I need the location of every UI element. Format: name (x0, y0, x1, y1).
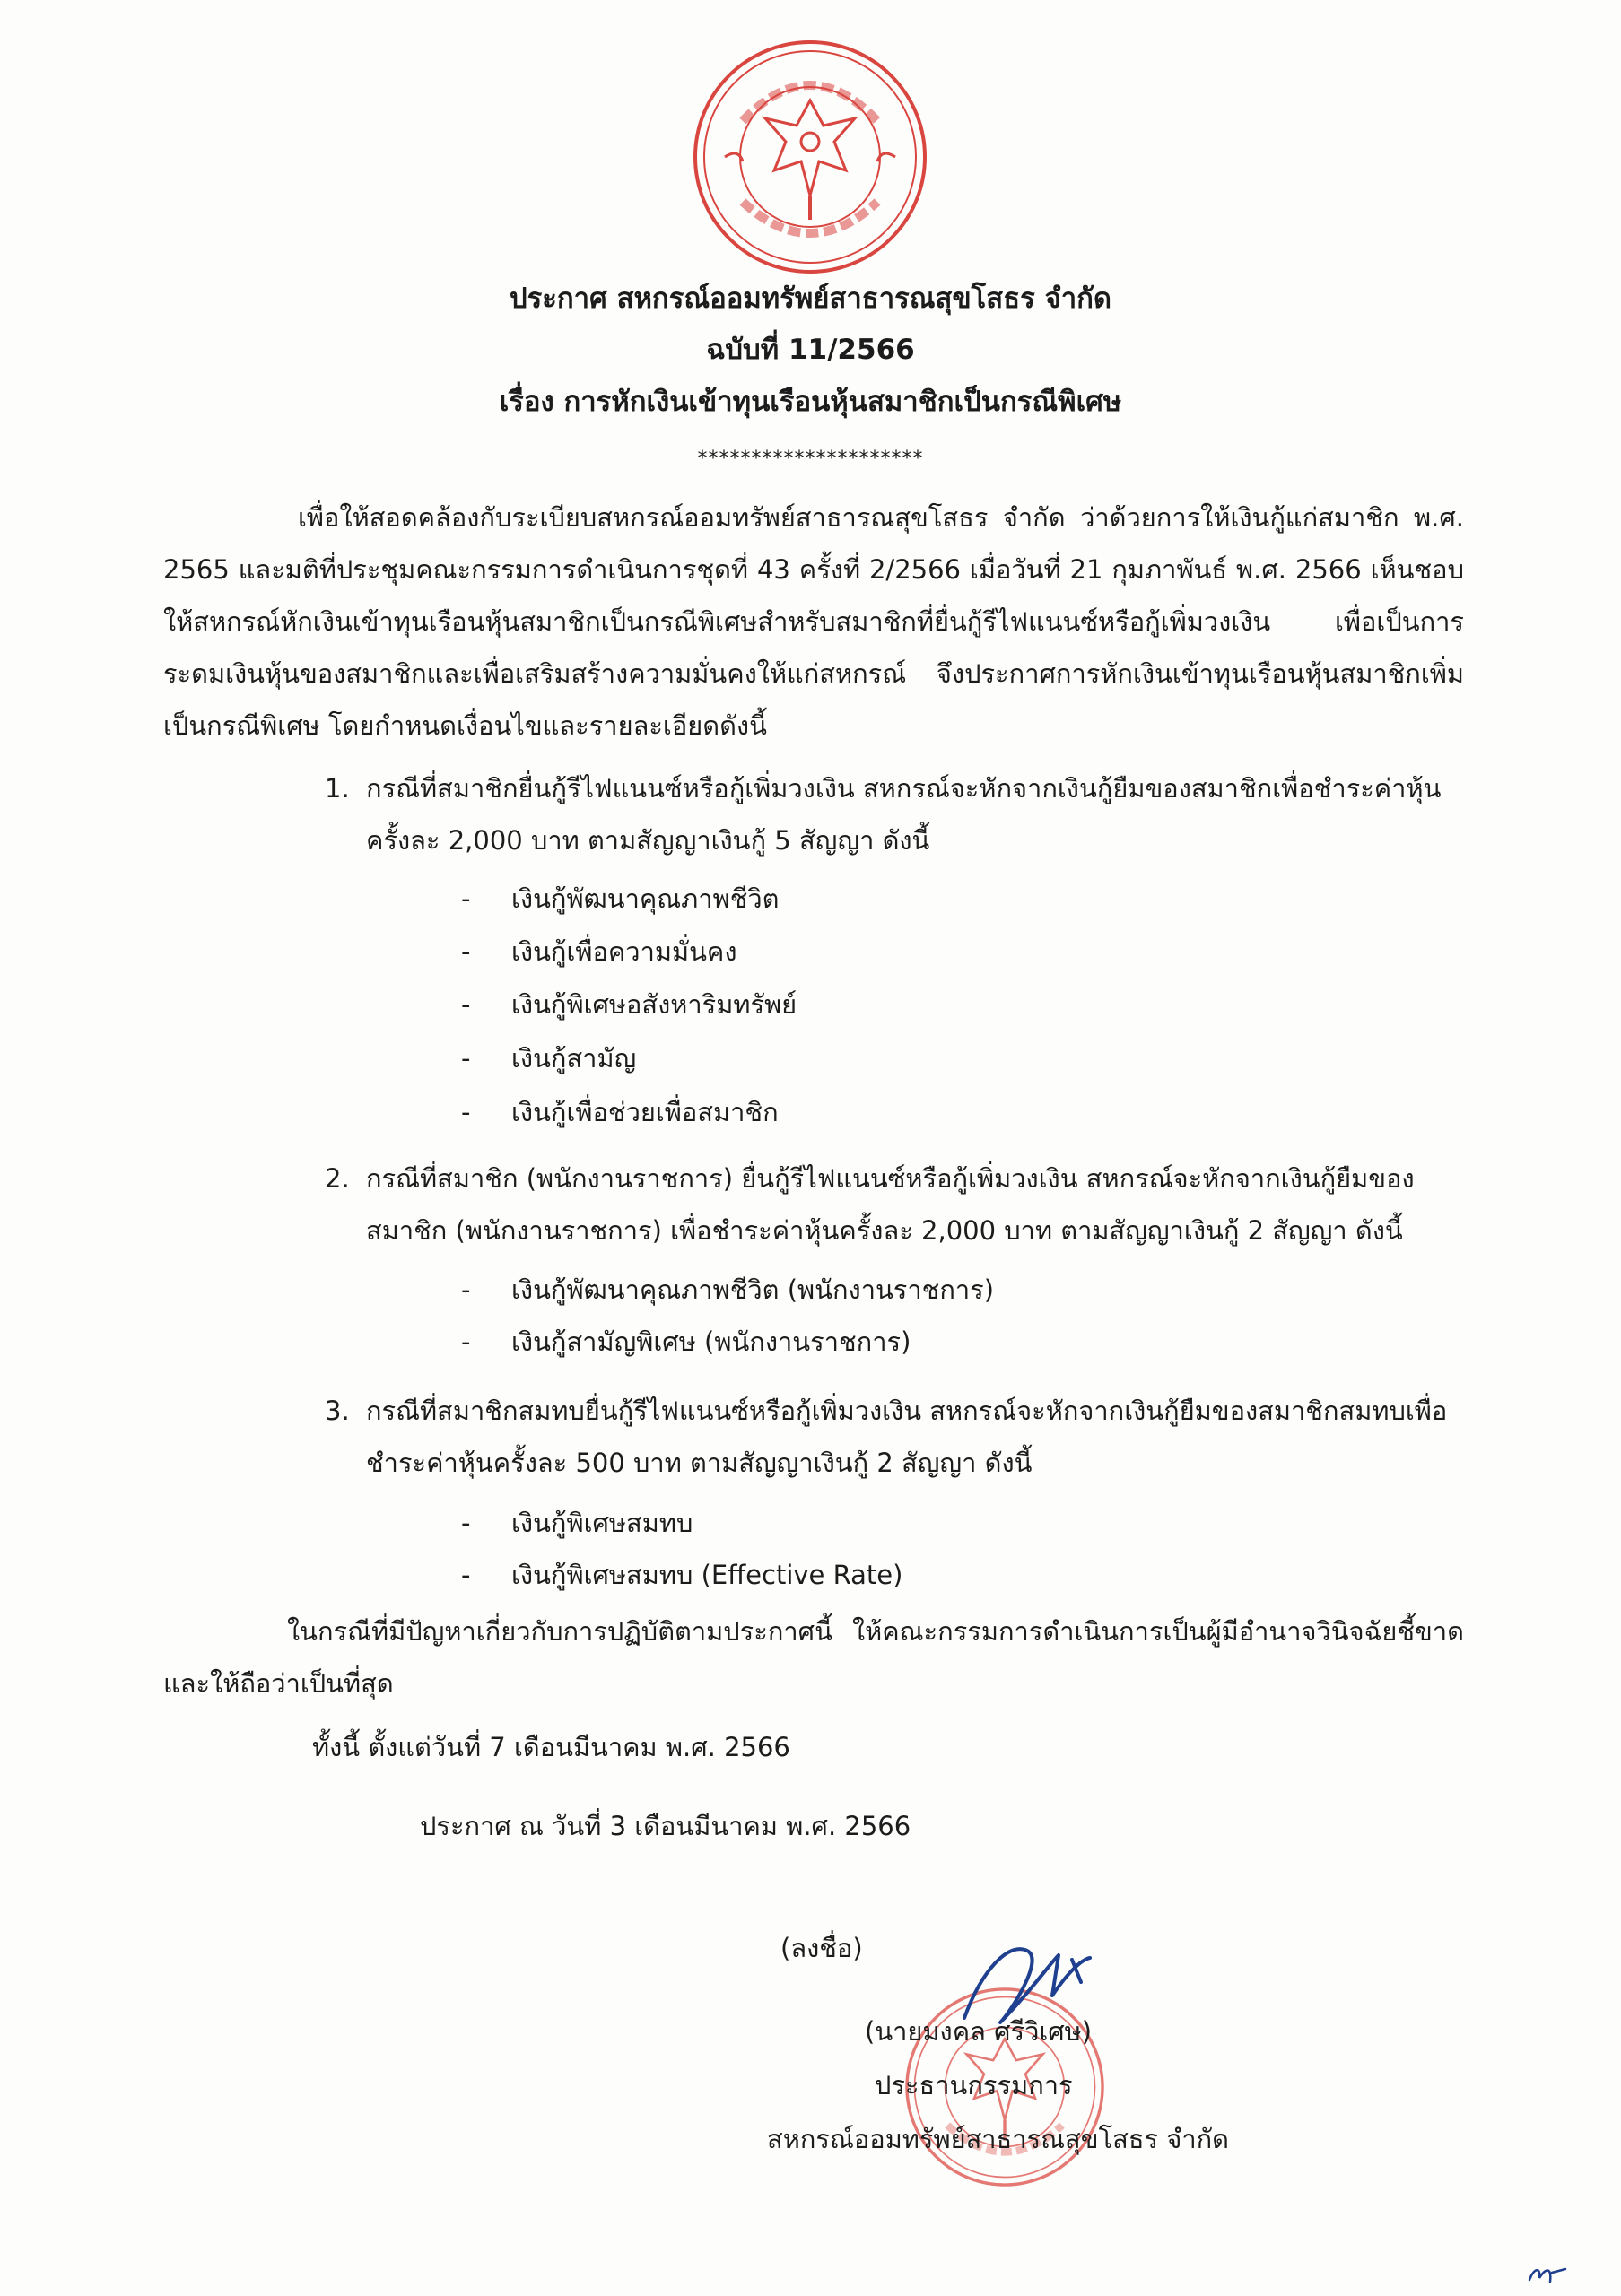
intro-text: เพื่อให้สอดคล้องกับระเบียบสหกรณ์ออมทรัพย์สาธารณสุขโสธร จำกัด ว่าด้วยการให้เงินกู้แก่สมาชิก พ.ศ. 2565 และมติที่ประชุมคณะกรรมการดำเนินการชุดที่ 43 ครั้งที่ 2/2566 เมื่อวันที่ 21 กุมภาพันธ์ พ.ศ. 2566 เห็นชอบให้สหกรณ์หักเงินเข้าทุนเรือนหุ้นสมาชิกเป็นกรณีพิเศษสำหรับสมาชิกที่ยื่นกู้รีไฟแนนซ์หรือกู้เพิ่มวงเงิน เพื่อเป็นการระดมเงินหุ้นของสมาชิกและเพื่อเสริมสร้างความมั่นคงให้แก่สหกรณ์ จึงประกาศการหักเงินเข้าทุนเรือนหุ้นสมาชิกเพิ่มเป็นกรณีพิเศษ โดยกำหนดเงื่อนไขและรายละเอียดดังนี้ (163, 502, 1464, 741)
sub-list-item (461, 934, 736, 970)
item-number: 2. (325, 1163, 350, 1194)
intro-paragraph (163, 491, 1464, 752)
dash-bullet: - (461, 1560, 471, 1590)
sub-list-item (461, 987, 797, 1022)
sub-item-text: เงินกู้พิเศษสมทบ (511, 1508, 693, 1538)
dash-bullet: - (461, 1097, 471, 1127)
announcement-subject: เรื่อง การหักเงินเข้าทุนเรือนหุ้นสมาชิกเป็นกรณีพิเศษ (499, 386, 1122, 418)
dash-bullet: - (461, 1274, 471, 1305)
sub-item-text: เงินกู้พัฒนาคุณภาพชีวิต (511, 883, 780, 914)
list-item (325, 1152, 1464, 1257)
sub-item-text: เงินกู้พิเศษอสังหาริมทรัพย์ (511, 989, 797, 1020)
handwritten-initials-icon (1525, 2260, 1570, 2287)
signature-label: (ลงชื่อ) (780, 1933, 863, 1963)
signer-position: ประธานกรรมการ (875, 2070, 1073, 2100)
dash-bullet: - (461, 936, 471, 967)
sub-item-text: เงินกู้พิเศษสมทบ (Effective Rate) (511, 1560, 903, 1590)
sub-list-item (461, 1040, 636, 1076)
dash-bullet: - (461, 1043, 471, 1074)
sub-list-item (461, 1505, 693, 1541)
sub-list-item (461, 1272, 994, 1308)
announcement-title: ประกาศ สหกรณ์ออมทรัพย์สาธารณสุขโสธร จำกัด (509, 283, 1112, 315)
closing-paragraph (163, 1605, 1464, 1709)
announcement-number: ฉบับที่ 11/2566 (706, 334, 915, 366)
sub-list-item (461, 881, 780, 917)
item-number: 1. (325, 773, 350, 804)
dash-bullet: - (461, 989, 471, 1020)
signer-organization: สหกรณ์ออมทรัพย์สาธารณสุขโสธร จำกัด (767, 2124, 1230, 2154)
announced-date: ประกาศ ณ วันที่ 3 เดือนมีนาคม พ.ศ. 2566 (420, 1811, 911, 1841)
sub-item-text: เงินกู้สามัญ (511, 1043, 637, 1074)
title-separator: ********************* (697, 448, 924, 470)
list-item (325, 762, 1464, 866)
sub-list-item (461, 1094, 779, 1130)
item-number: 3. (325, 1396, 350, 1426)
sub-list-item (461, 1557, 902, 1593)
dash-bullet: - (461, 883, 471, 914)
dash-bullet: - (461, 1326, 471, 1357)
sub-item-text: เงินกู้เพื่อช่วยเพื่อสมาชิก (511, 1097, 779, 1127)
item-text: กรณีที่สมาชิกยื่นกู้รีไฟแนนซ์หรือกู้เพิ่มวงเงิน สหกรณ์จะหักจากเงินกู้ยืมของสมาชิกเพื่อชำระค่าหุ้นครั้งละ 2,000 บาท ตามสัญญาเงินกู้ 5 สัญญา ดังนี้ (366, 773, 1442, 856)
sub-item-text: เงินกู้เพื่อความมั่นคง (511, 936, 737, 967)
sub-list-item (461, 1324, 911, 1360)
cooperative-seal-icon (689, 36, 931, 278)
signer-name: (นายมงคล ศรีวิเศษ) (865, 2016, 1093, 2047)
sub-item-text: เงินกู้พัฒนาคุณภาพชีวิต (พนักงานราชการ) (511, 1274, 995, 1305)
closing-text: ในกรณีที่มีปัญหาเกี่ยวกับการปฏิบัติตามประกาศนี้ ให้คณะกรรมการดำเนินการเป็นผู้มีอำนาจวินิจฉัยชี้ขาดและให้ถือว่าเป็นที่สุด (163, 1616, 1464, 1699)
dash-bullet: - (461, 1508, 471, 1538)
item-text: กรณีที่สมาชิก (พนักงานราชการ) ยื่นกู้รีไฟแนนซ์หรือกู้เพิ่มวงเงิน สหกรณ์จะหักจากเงินกู้ยืมของสมาชิก (พนักงานราชการ) เพื่อชำระค่าหุ้นครั้งละ 2,000 บาท ตามสัญญาเงินกู้ 2 สัญญา ดังนี้ (366, 1163, 1415, 1246)
item-text: กรณีที่สมาชิกสมทบยื่นกู้รีไฟแนนซ์หรือกู้เพิ่มวงเงิน สหกรณ์จะหักจากเงินกู้ยืมของสมาชิกสมทบเพื่อชำระค่าหุ้นครั้งละ 500 บาท ตามสัญญาเงินกู้ 2 สัญญา ดังนี้ (366, 1396, 1448, 1478)
effective-date: ทั้งนี้ ตั้งแต่วันที่ 7 เดือนมีนาคม พ.ศ. 2566 (312, 1732, 790, 1762)
list-item (325, 1385, 1464, 1489)
sub-item-text: เงินกู้สามัญพิเศษ (พนักงานราชการ) (511, 1326, 911, 1357)
